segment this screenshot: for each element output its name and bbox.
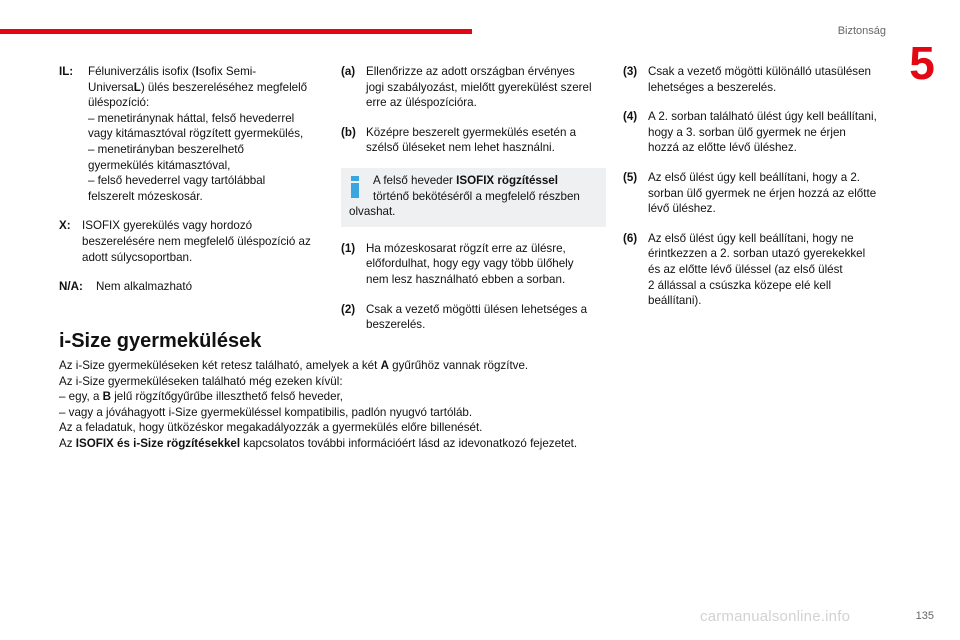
- legend-key: X:: [59, 219, 71, 233]
- note-6: [623, 231, 893, 309]
- note-key: (a): [341, 65, 356, 78]
- note-2: [341, 302, 606, 333]
- note-text: Ha mózeskosarat rögzít erre az ülésre, előfordulhat, hogy egy vagy több ülőhely nem lesz használható ebben a sorban.: [366, 241, 574, 286]
- note-key: (2): [341, 302, 356, 316]
- note-text: Csak a vezető mögötti ülésen lehetséges a beszerelés.: [366, 302, 588, 332]
- body-line: Az i-Size gyermeküléseken két retesz található, amelyek a két A gyűrűhöz vannak rögzítve.: [59, 359, 529, 372]
- note-key: (6): [623, 231, 638, 245]
- note-b: [341, 125, 606, 156]
- note-a: [341, 64, 606, 111]
- legend-key: N/A:: [59, 280, 83, 294]
- chapter-number: 5: [909, 37, 935, 89]
- body-line: Az ISOFIX és i-Size rögzítésekkel kapcsolatos további információért lásd az idevonatkozó fejezetet.: [59, 436, 578, 450]
- body-line: – vagy a jóváhagyott i-Size gyermeküléssel kompatibilis, padlón nyugvó tartóláb.: [59, 405, 473, 419]
- note-text: Ellenőrizze az adott országban érvényes jogi szabályozást, mielőtt gyerekülést szerel erre az üléspozícióra.: [366, 65, 592, 110]
- note-key: (1): [341, 241, 356, 255]
- section-title: Biztonság: [837, 25, 886, 37]
- header-accent-bar: [0, 29, 472, 34]
- legend-text: ISOFIX gyerekülés vagy hordozó beszerelésére nem megfelelő üléspozíció az adott súlycsoportban.: [82, 219, 311, 264]
- note-text: Középre beszerelt gyermekülés esetén a szélső üléseket nem lehet használni.: [366, 125, 577, 155]
- legend-key: IL:: [59, 65, 74, 78]
- note-text: Az első ülést úgy kell beállítani, hogy a 2. sorban ülő gyermek ne érjen hozzá az előtte lévő üléshez.: [648, 170, 877, 216]
- section-heading: i-Size gyermekülések: [59, 330, 262, 352]
- section-body: [59, 358, 679, 452]
- info-icon: [351, 176, 359, 198]
- note-1: [341, 241, 606, 288]
- info-text: A felső heveder ISOFIX rögzítéssel történő bekötéséről a megfelelő részben olvashat.: [349, 173, 580, 219]
- legend-text: Nem alkalmazható: [96, 280, 193, 294]
- note-3: [623, 64, 893, 95]
- body-line: Az a feladatuk, hogy ütközéskor megakadályozzák a gyermekülés előre billenését.: [59, 421, 483, 435]
- note-text: Az első ülést úgy kell beállítani, hogy ne érintkezzen a 2. sorban utazó gyerekekkel és az előtte lévő üléssel (az első ülést 2 állással a csúszka közepe elé kell beállítani).: [648, 231, 866, 308]
- note-key: (b): [341, 125, 356, 139]
- note-text: A 2. sorban található ülést úgy kell beállítani, hogy a 3. sorban ülő gyermek ne érjen hozzá az előtte lévő üléshez.: [648, 110, 877, 155]
- note-key: (4): [623, 110, 638, 124]
- body-line: – egy, a B jelű rögzítőgyűrűbe illeszthető felső heveder,: [59, 390, 344, 404]
- note-key: (5): [623, 170, 638, 184]
- column-left: [59, 64, 329, 309]
- legend-il: [59, 64, 329, 204]
- note-5: [623, 170, 893, 217]
- note-key: (3): [623, 65, 638, 78]
- legend-na: [59, 279, 329, 295]
- page-number: 135: [915, 610, 934, 622]
- legend-text: Féluniverzális isofix (Isofix Semi- UniversaL) ülés beszereléséhez megfelelő üléspozíció: – menetiránynak háttal, felső hevederrel vagy kitámasztóval rögzített gyermekülés, – menetirányban beszerelhető gyermekülés kitámasztóval, – felső hevederrel vagy tartólábbal felszerelt mózeskosár.: [88, 65, 308, 203]
- body-line: Az i-Size gyermeküléseken található még ezeken kívül:: [59, 374, 343, 388]
- column-middle: [341, 64, 606, 347]
- watermark: carmanualsonline.info: [700, 608, 851, 625]
- note-text: Csak a vezető mögötti különálló utasülésen lehetséges a beszerelés.: [648, 65, 871, 94]
- note-4: [623, 109, 893, 156]
- column-right: [623, 64, 893, 323]
- info-box: [341, 168, 606, 227]
- legend-x: [59, 218, 329, 265]
